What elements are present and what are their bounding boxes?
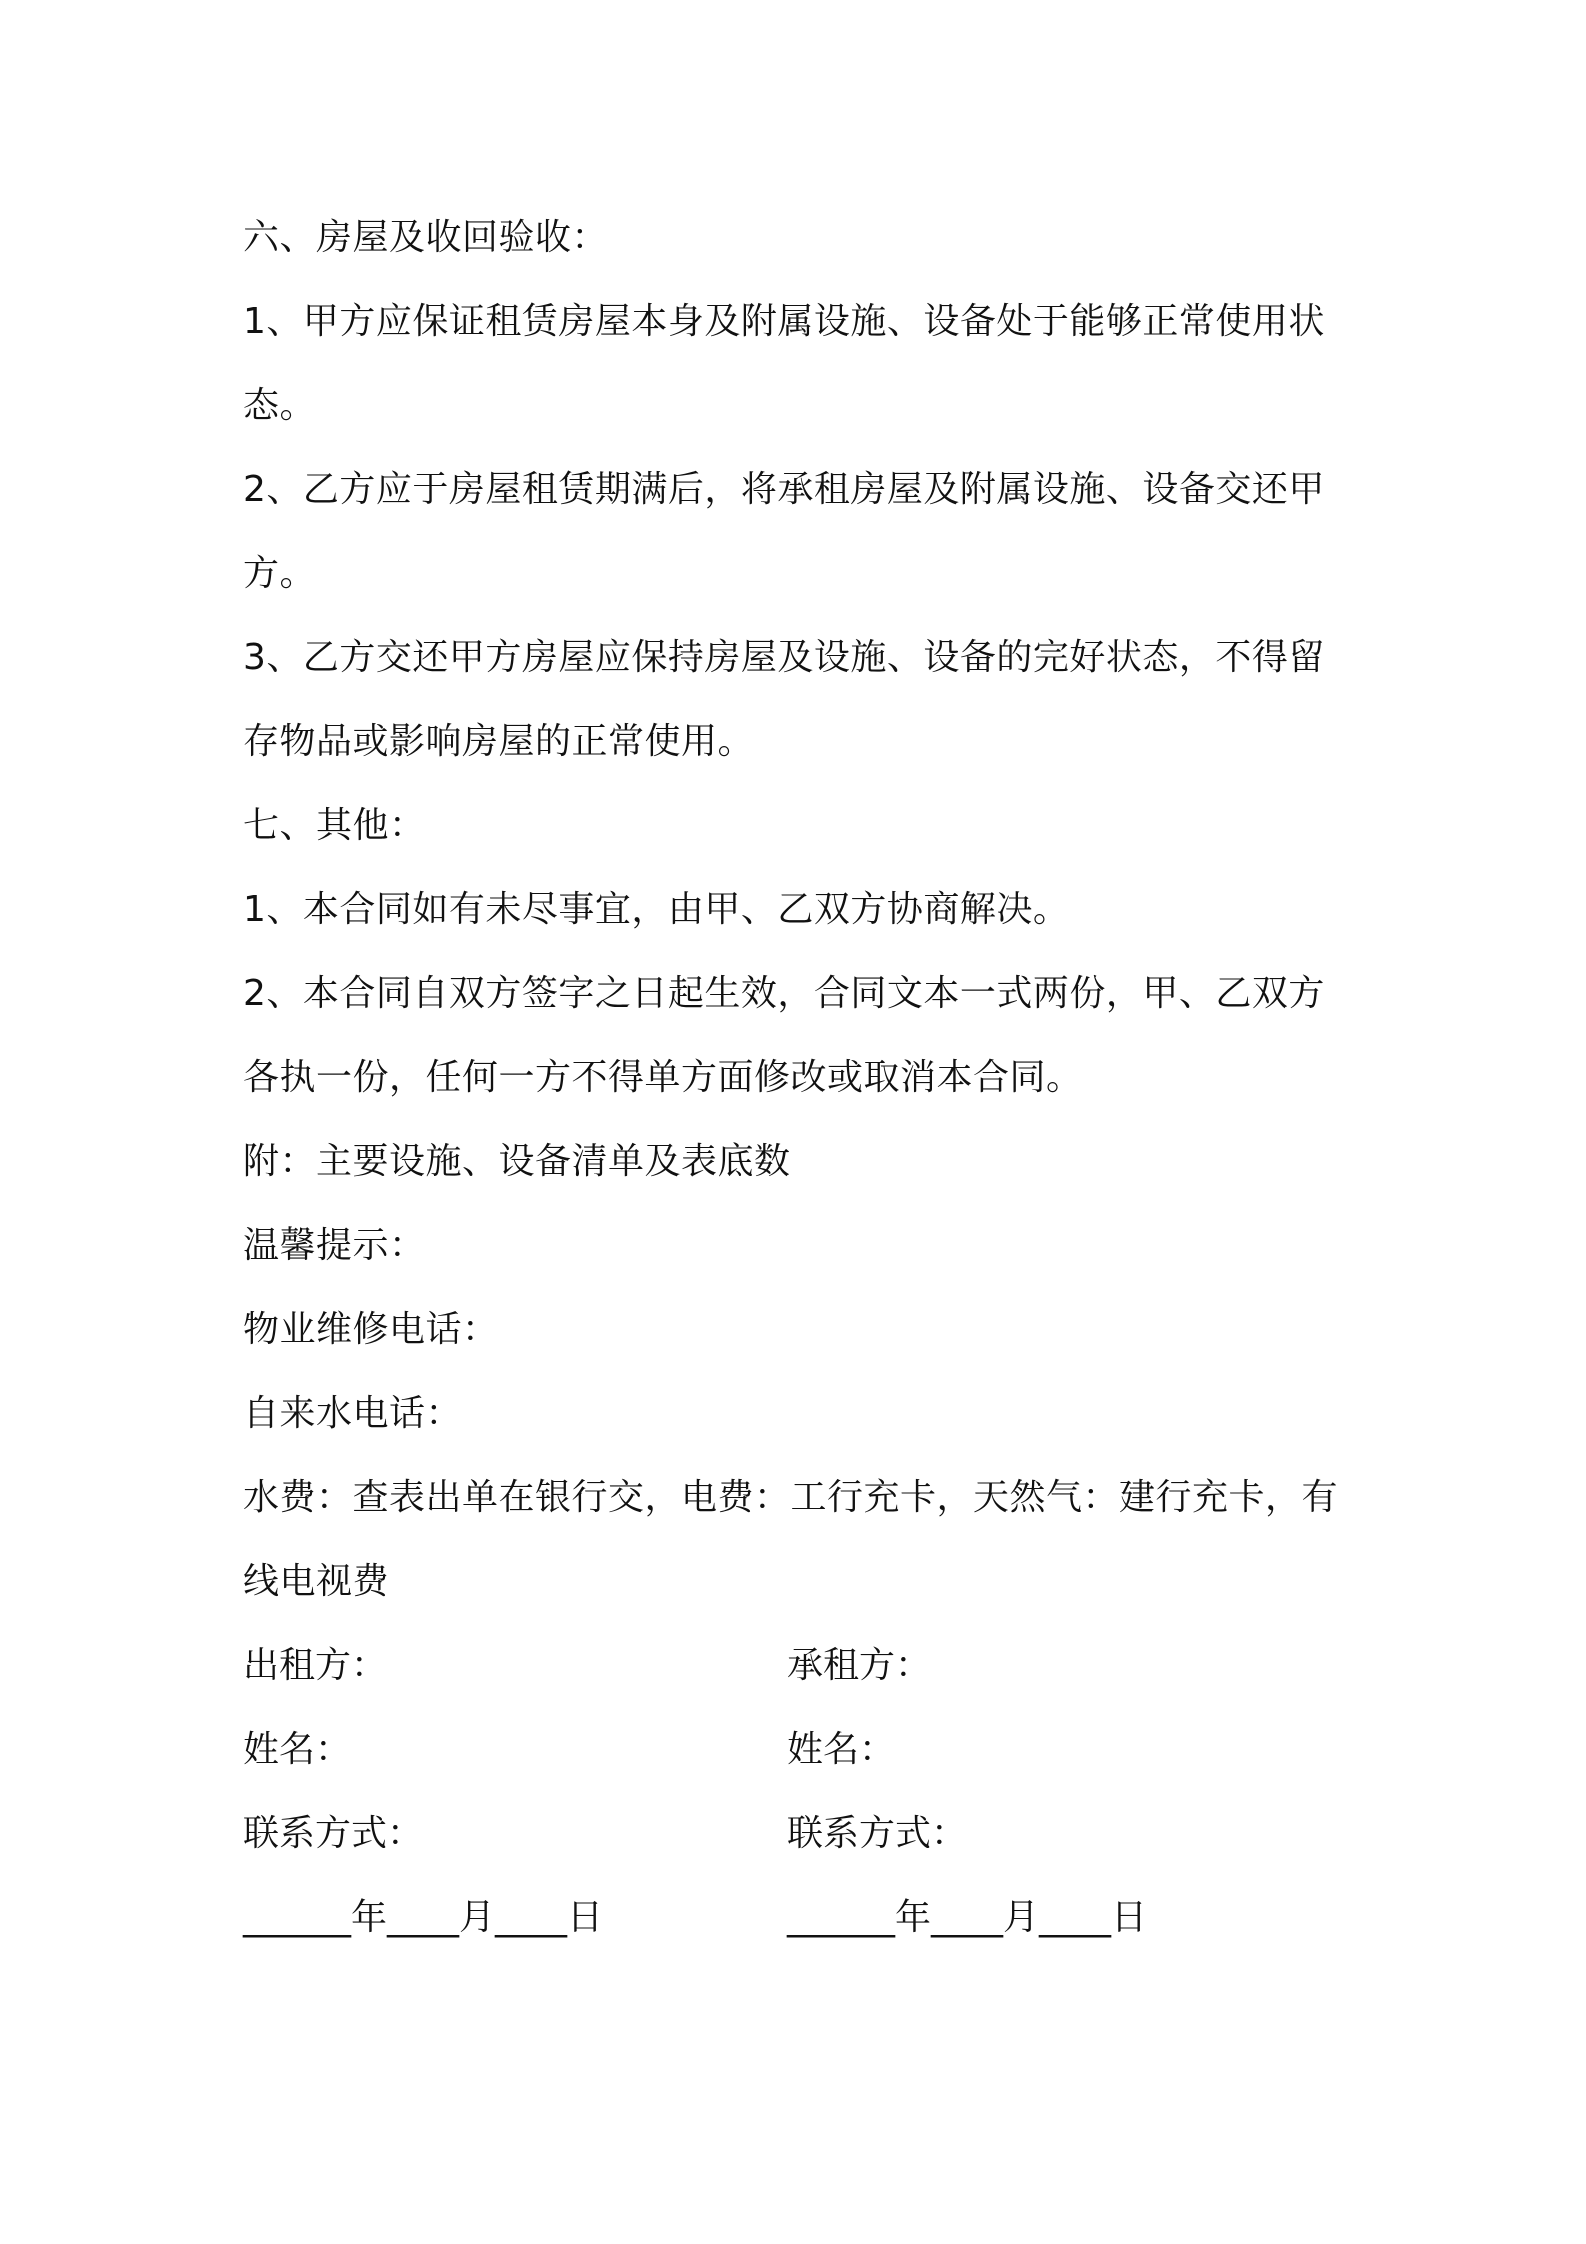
lessor-contact-label: 联系方式： xyxy=(243,1813,424,1854)
clause-6-3-line-2: 存物品或影响房屋的正常使用。 xyxy=(243,721,755,762)
clause-7-2-line-1: 2、本合同自双方签字之日起生效，合同文本一式两份，甲、乙双方 xyxy=(243,973,1325,1014)
signature-contact-row xyxy=(243,1792,1353,1876)
document-body xyxy=(243,196,1353,1960)
lessee-contact-label: 联系方式： xyxy=(787,1813,968,1854)
clause-6-2-line-1: 2、乙方应于房屋租赁期满后，将承租房屋及附属设施、设备交还甲 xyxy=(243,469,1325,510)
utility-note-line-1: 水费：查表出单在银行交，电费：工行充卡，天然气：建行充卡，有 xyxy=(243,1477,1339,1518)
lessee-name-label: 姓名： xyxy=(787,1729,896,1770)
lessor-date-blank: ______年____月____日 xyxy=(243,1897,603,1938)
lessee-label: 承租方： xyxy=(787,1645,932,1686)
clause-6-1-line-2: 态。 xyxy=(243,385,317,426)
section-6-heading: 六、房屋及收回验收： xyxy=(243,217,609,258)
signature-party-row xyxy=(243,1624,1353,1708)
water-phone: 自来水电话： xyxy=(243,1393,463,1434)
clause-6-1-line-1: 1、甲方应保证租赁房屋本身及附属设施、设备处于能够正常使用状 xyxy=(243,301,1325,342)
lessee-date-blank: ______年____月____日 xyxy=(787,1897,1147,1938)
property-repair-phone: 物业维修电话： xyxy=(243,1309,499,1350)
lessor-name-label: 姓名： xyxy=(243,1729,352,1770)
signature-date-row xyxy=(243,1876,1353,1960)
clause-6-2-line-2: 方。 xyxy=(243,553,317,594)
signature-name-row xyxy=(243,1708,1353,1792)
section-7-heading: 七、其他： xyxy=(243,805,426,846)
attachment-note: 附：主要设施、设备清单及表底数 xyxy=(243,1141,791,1182)
clause-6-3-line-1: 3、乙方交还甲方房屋应保持房屋及设施、设备的完好状态，不得留 xyxy=(243,637,1325,678)
lessor-label: 出租方： xyxy=(243,1645,388,1686)
utility-note-line-2: 线电视费 xyxy=(243,1561,390,1602)
clause-7-1: 1、本合同如有未尽事宜，由甲、乙双方协商解决。 xyxy=(243,889,1070,930)
clause-7-2-line-2: 各执一份，任何一方不得单方面修改或取消本合同。 xyxy=(243,1057,1083,1098)
reminder-heading: 温馨提示： xyxy=(243,1225,426,1266)
